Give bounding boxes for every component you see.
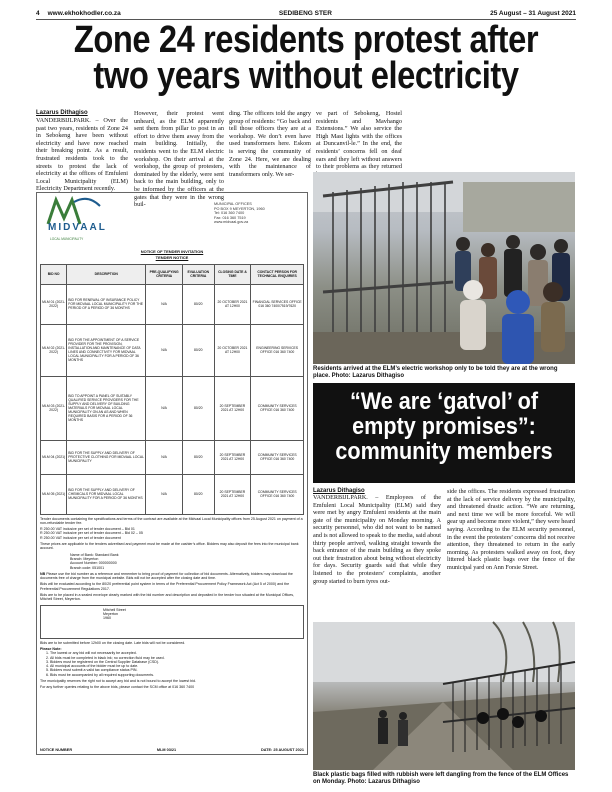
bid-number: MLM 01 (2021-2022) xyxy=(41,284,67,324)
bid-closing: 20 OCTOBER 2021 AT 12H00 xyxy=(214,284,251,324)
bid-eval-criteria: 80/20 xyxy=(183,440,215,474)
bid-number: MLM 04 (2021) xyxy=(41,440,67,474)
nb-label: NB xyxy=(40,571,46,576)
tender-table xyxy=(40,264,304,515)
midvaal-logo xyxy=(40,196,150,242)
bid-number: MLM 02 (2021-2022) xyxy=(41,324,67,376)
bid-closing: 20 SEPTEMBER 2021 AT 12H00 xyxy=(214,440,251,474)
bid-pre-criteria: N/A xyxy=(146,440,183,474)
masthead: SEDIBENG STER xyxy=(278,10,332,17)
bank-line: Branch: Meyerton xyxy=(70,556,99,561)
bid-eval-criteria: 80/20 xyxy=(183,376,215,440)
bid-contact: FINANCIAL SERVICES OFFICE 016 360 7400/7519/7620 xyxy=(251,284,304,324)
bid-closing: 20 SEPTEMBER 2021 AT 12H00 xyxy=(214,376,251,440)
article-column-3: ding. The officers told the angry group of residents: “Go back and tell those officers they are at a workshop. We don’t even have used transformers here. Eskom is serving the community of Zone 24. Here, we are dealing with the maintenance of transformers only. We ser- xyxy=(229,110,311,178)
notice-paragraph: These prices are applicable to the tenders advertised and payment must be made at the cashier’s office. Bidders may also deposit the fees into the municipal bank account. xyxy=(40,542,299,551)
please-note-label: Please Note: xyxy=(40,646,62,651)
notice-paragraph: Bids will be evaluated according to the 80/20 preferential point system in terms of the Preferential Procurement Policy Framework Act (Act 5 of 2000) and the Preferential Procurement Regulations 2017. xyxy=(40,582,290,591)
list-item: 6. Bids must be accompanied by all required supporting documents. xyxy=(50,673,304,677)
notice-number-label: NOTICE NUMBER xyxy=(40,747,73,752)
address-line: Tel: 016 360 7400 xyxy=(214,211,245,216)
bid-closing: 20 SEPTEMBER 2021 AT 12H00 xyxy=(214,474,251,514)
bid-description: BID FOR RENEWAL OF INSURANCE POLICY FOR MIDVAAL LOCAL MUNICIPALITY FOR THE PERIOD OF A PERIOD OF 36 MONTHS xyxy=(67,284,146,324)
protest-photo xyxy=(313,172,575,364)
notice-title: NOTICE OF TENDER INVITATION xyxy=(140,249,204,254)
table-row xyxy=(41,376,304,440)
address-line: www.midvaal.gov.za xyxy=(214,220,249,225)
bid-contact: COMMUNITY SERVICES OFFICE 016 360 7400 xyxy=(251,474,304,514)
address-line: Mitchell Street xyxy=(103,607,126,612)
bid-eval-criteria: 80/20 xyxy=(183,284,215,324)
column-header: CONTACT PERSON FOR TECHNICAL ENQUIRIES xyxy=(251,264,304,284)
bid-contact: COMMUNITY SERVICES OFFICE 016 360 7400 xyxy=(251,376,304,440)
column-header: BID NO xyxy=(41,264,67,284)
article-column-1: VANDERBIJLPARK. – Over the past two years, residents of Zone 24 in Sebokeng have been without electricity and have now reached their breaking point. As a result, frustrated residents took to the streets to protest the lack of electricity at the offices of Emfuleni Local Municipality (ELM) Electricity Department recently. xyxy=(36,117,128,193)
bank-line: Name of Bank: Standard Bank xyxy=(70,552,119,557)
org-name: MIDVAAL xyxy=(48,222,107,233)
list-item: 5. Bidders must submit a valid tax compliance status PIN. xyxy=(50,668,304,672)
list-item: 4. All municipal accounts of the bidder must be up to date. xyxy=(50,664,304,668)
article-column-1: VANDERBIJLPARK. – Employees of the Emfuleni Local Municipality (ELM) said they were met by angry Emfuleni residents at the main gate of the municipality on Monday morning. A security personnel, who did not want to be named and is not allowed to speak to the media, said about thirty people arrived, walking straight towards the back entrance of the main building as they spoke out their frustration about being without electricity for days. Security guards said that while they listened to the protesters’ complaints, another group started to burn tyres out- xyxy=(313,494,441,585)
photo-caption: Black plastic bags filled with rubbish were left dangling from the fence of the ELM Offices on Monday. Photo: Lazarus Dithagiso xyxy=(313,772,569,786)
nb-paragraph xyxy=(40,572,304,581)
bid-contact: COMMUNITY SERVICES OFFICE 016 360 7400 xyxy=(251,440,304,474)
fee-line: R 250.00 VAT inclusive per set of tender document – Bid 02 – 05 xyxy=(40,531,143,536)
bank-line: Branch code: 051001 xyxy=(70,565,105,570)
address-line: 1960 xyxy=(103,616,111,621)
page-number: 4 xyxy=(36,10,40,17)
fence-photo xyxy=(313,622,575,770)
byline: Lazarus Dithagiso xyxy=(36,110,88,116)
bid-contact: ENGINEERING SERVICES OFFICE 016 360 7400 xyxy=(251,324,304,376)
bank-line: Account Number: 000000000 xyxy=(70,561,117,566)
bid-eval-criteria: 80/20 xyxy=(183,324,215,376)
bid-number: MLM 05 (2021) xyxy=(41,474,67,514)
notice-ref: MLM 03/21 xyxy=(156,747,177,752)
website: www.ekhokhodler.co.za xyxy=(47,10,121,17)
article-column-2: side the offices. The residents expressed frustration at the lack of service delivery by the municipality, and threatened drastic action. “We are returning, and next time we will be more forceful. We will gear up and become more violent,” they were heard saying. According to the ELM security personnel, in the event the protesters’ concerns did not receive attention, they threatened to return in the early morning. As protesters walked away on foot, they littered black plastic bags over the fence of the municipal yard on Ann Forsie Street. xyxy=(447,488,575,571)
headline: Zone 24 residents protest after two years without electricity xyxy=(73,19,539,97)
notice-paragraph: Tender documents containing the specifications and terms of the contract are available at the Midvaal Local Municipality offices from 25 August 2021 on payment of a non-refundable tender fee. xyxy=(40,516,303,525)
table-row xyxy=(41,284,304,324)
column-header: EVALUATION CRITERIA xyxy=(183,264,215,284)
contact-note: For any further queries relating to the above bids, please contact the SCM office at 016 360 7400 xyxy=(40,685,195,690)
bid-pre-criteria: N/A xyxy=(146,376,183,440)
address-line: MUNICIPAL OFFICES xyxy=(214,202,252,206)
column-header: DESCRIPTION xyxy=(67,264,146,284)
bid-description: BID FOR THE APPOINTMENT OF A SERVICE PROVIDER FOR THE PROVISION, INSTALLATION AND MAINTENANCE OF DATA LINES AND CONNECTIVITY FOR MIDVAAL LOCAL MUNICIPALITY FOR A PERIOD OF 36 MONTHS xyxy=(67,324,146,376)
notice-subtitle: TENDER NOTICE xyxy=(155,255,189,261)
address-line: Fax: 016 360 7519 xyxy=(214,215,246,220)
bank-details xyxy=(70,553,304,570)
tender-box-address xyxy=(40,605,304,639)
tender-notice xyxy=(36,192,308,755)
fee-line: R 250.00 VAT inclusive per set of tender document xyxy=(40,535,121,540)
fence-photo-illustration xyxy=(313,622,575,770)
address-line: Meyerton xyxy=(103,611,118,616)
notice-footer xyxy=(40,748,304,752)
bid-pre-criteria: N/A xyxy=(146,284,183,324)
bid-closing: 20 OCTOBER 2021 AT 12H00 xyxy=(214,324,251,376)
table-row xyxy=(41,474,304,514)
notice-paragraph: The municipality reserves the right not to accept any bid and is not bound to accept the lowest bid. xyxy=(40,679,197,684)
bid-description: BID TO APPOINT A PANEL OF SUITABLY QUALIFIED SERVICE PROVIDERS FOR THE SUPPLY AND DELIVERY OF BUILDING MATERIALS FOR MIDVAAL LOCAL MUNICIPALITY ON AN AS AND WHEN REQUIRED BASIS FOR A PERIOD OF 36 MONTHS xyxy=(67,376,146,440)
org-tagline: LOCAL MUNICIPALITY xyxy=(50,237,84,241)
notice-paragraph: Bids are to be placed in a sealed envelope clearly marked with the bid number and description and deposited in the tender box situated at the Municipal Offices, Mitchell Street, Meyerton. xyxy=(40,593,295,602)
bid-description: BID FOR THE SUPPLY AND DELIVERY OF CHEMICALS FOR MIDVAAL LOCAL MUNICIPALITY FOR A PERIOD OF 36 MONTHS xyxy=(67,474,146,514)
bid-eval-criteria: 80/20 xyxy=(183,474,215,514)
secondary-headline-box xyxy=(313,383,575,483)
bid-description: BID FOR THE SUPPLY AND DELIVERY OF PROTECTIVE CLOTHING FOR MIDVAAL LOCAL MUNICIPALITY xyxy=(67,440,146,474)
notes-list xyxy=(40,651,304,677)
table-header-row xyxy=(41,264,304,284)
date-range: 25 August – 31 August 2021 xyxy=(490,10,576,17)
bid-number: MLM 03 (2021-2022) xyxy=(41,376,67,440)
article-column-2: However, their protest went unheard, as the ELM apparently sent them from pillar to post in an effort to drive them away from the main building. Initially, the residents went to the ELM electric workshop. On their arrival at the workshop, the group of protesters, dominated by the elderly, were sent back to the main building, only to be informed by the officers at the gates that they were in the wrong buil- xyxy=(134,110,224,209)
article-column-4: ve part of Sebokeng, Hostel residents and Mavhango Extensions.” We also service the High Mast lights with the offices at Duncanvil-le.” In the end, the residents’ concerns fell on deaf ears and they left without answers to their problems as they returned xyxy=(316,110,402,171)
notice-date: DATE: 25 AUGUST 2021 xyxy=(260,747,304,752)
column-header: PRE-QUALIFYING CRITERIA xyxy=(146,264,183,284)
nb-text: Please use the bid number as a reference and remember to bring proof of payment for collection of bid documents. Alternatively, bidders may download the documents free of charge from the municipal website. Bids will not be accepted after the closing date and time. xyxy=(40,571,293,581)
secondary-headline: “We are ‘gatvol’ of empty promises”: community members xyxy=(335,388,553,465)
list-item: 2. All bids must be completed in black ink; no correction fluid may be used. xyxy=(50,656,304,660)
column-header: CLOSING DATE & TIME xyxy=(214,264,251,284)
protest-photo-illustration xyxy=(313,172,575,364)
photo-caption: Residents arrived at the ELM’s electric workshop only to be told they are at the wrong place. Photo: Lazarus Dithagiso xyxy=(313,366,558,380)
table-row xyxy=(41,440,304,474)
list-item: 3. Bidders must be registered on the Central Supplier Database (CSD). xyxy=(50,660,304,664)
table-row xyxy=(41,324,304,376)
notice-paragraph: Bids are to be submitted before 12h00 on the closing date. Late bids will not be considered. xyxy=(40,640,186,645)
bid-pre-criteria: N/A xyxy=(146,474,183,514)
bid-pre-criteria: N/A xyxy=(146,324,183,376)
notice-header xyxy=(40,196,304,246)
address-line: PO BOX 9 MEYERTON, 1960 xyxy=(214,206,265,211)
byline: Lazarus Dithagiso xyxy=(313,488,365,494)
fee-line: R 250.00 VAT inclusive per set of tender document – Bid 01 xyxy=(40,527,135,532)
list-item: 1. The lowest or any bid will not necessarily be accepted. xyxy=(50,651,304,655)
notice-address xyxy=(214,196,304,246)
